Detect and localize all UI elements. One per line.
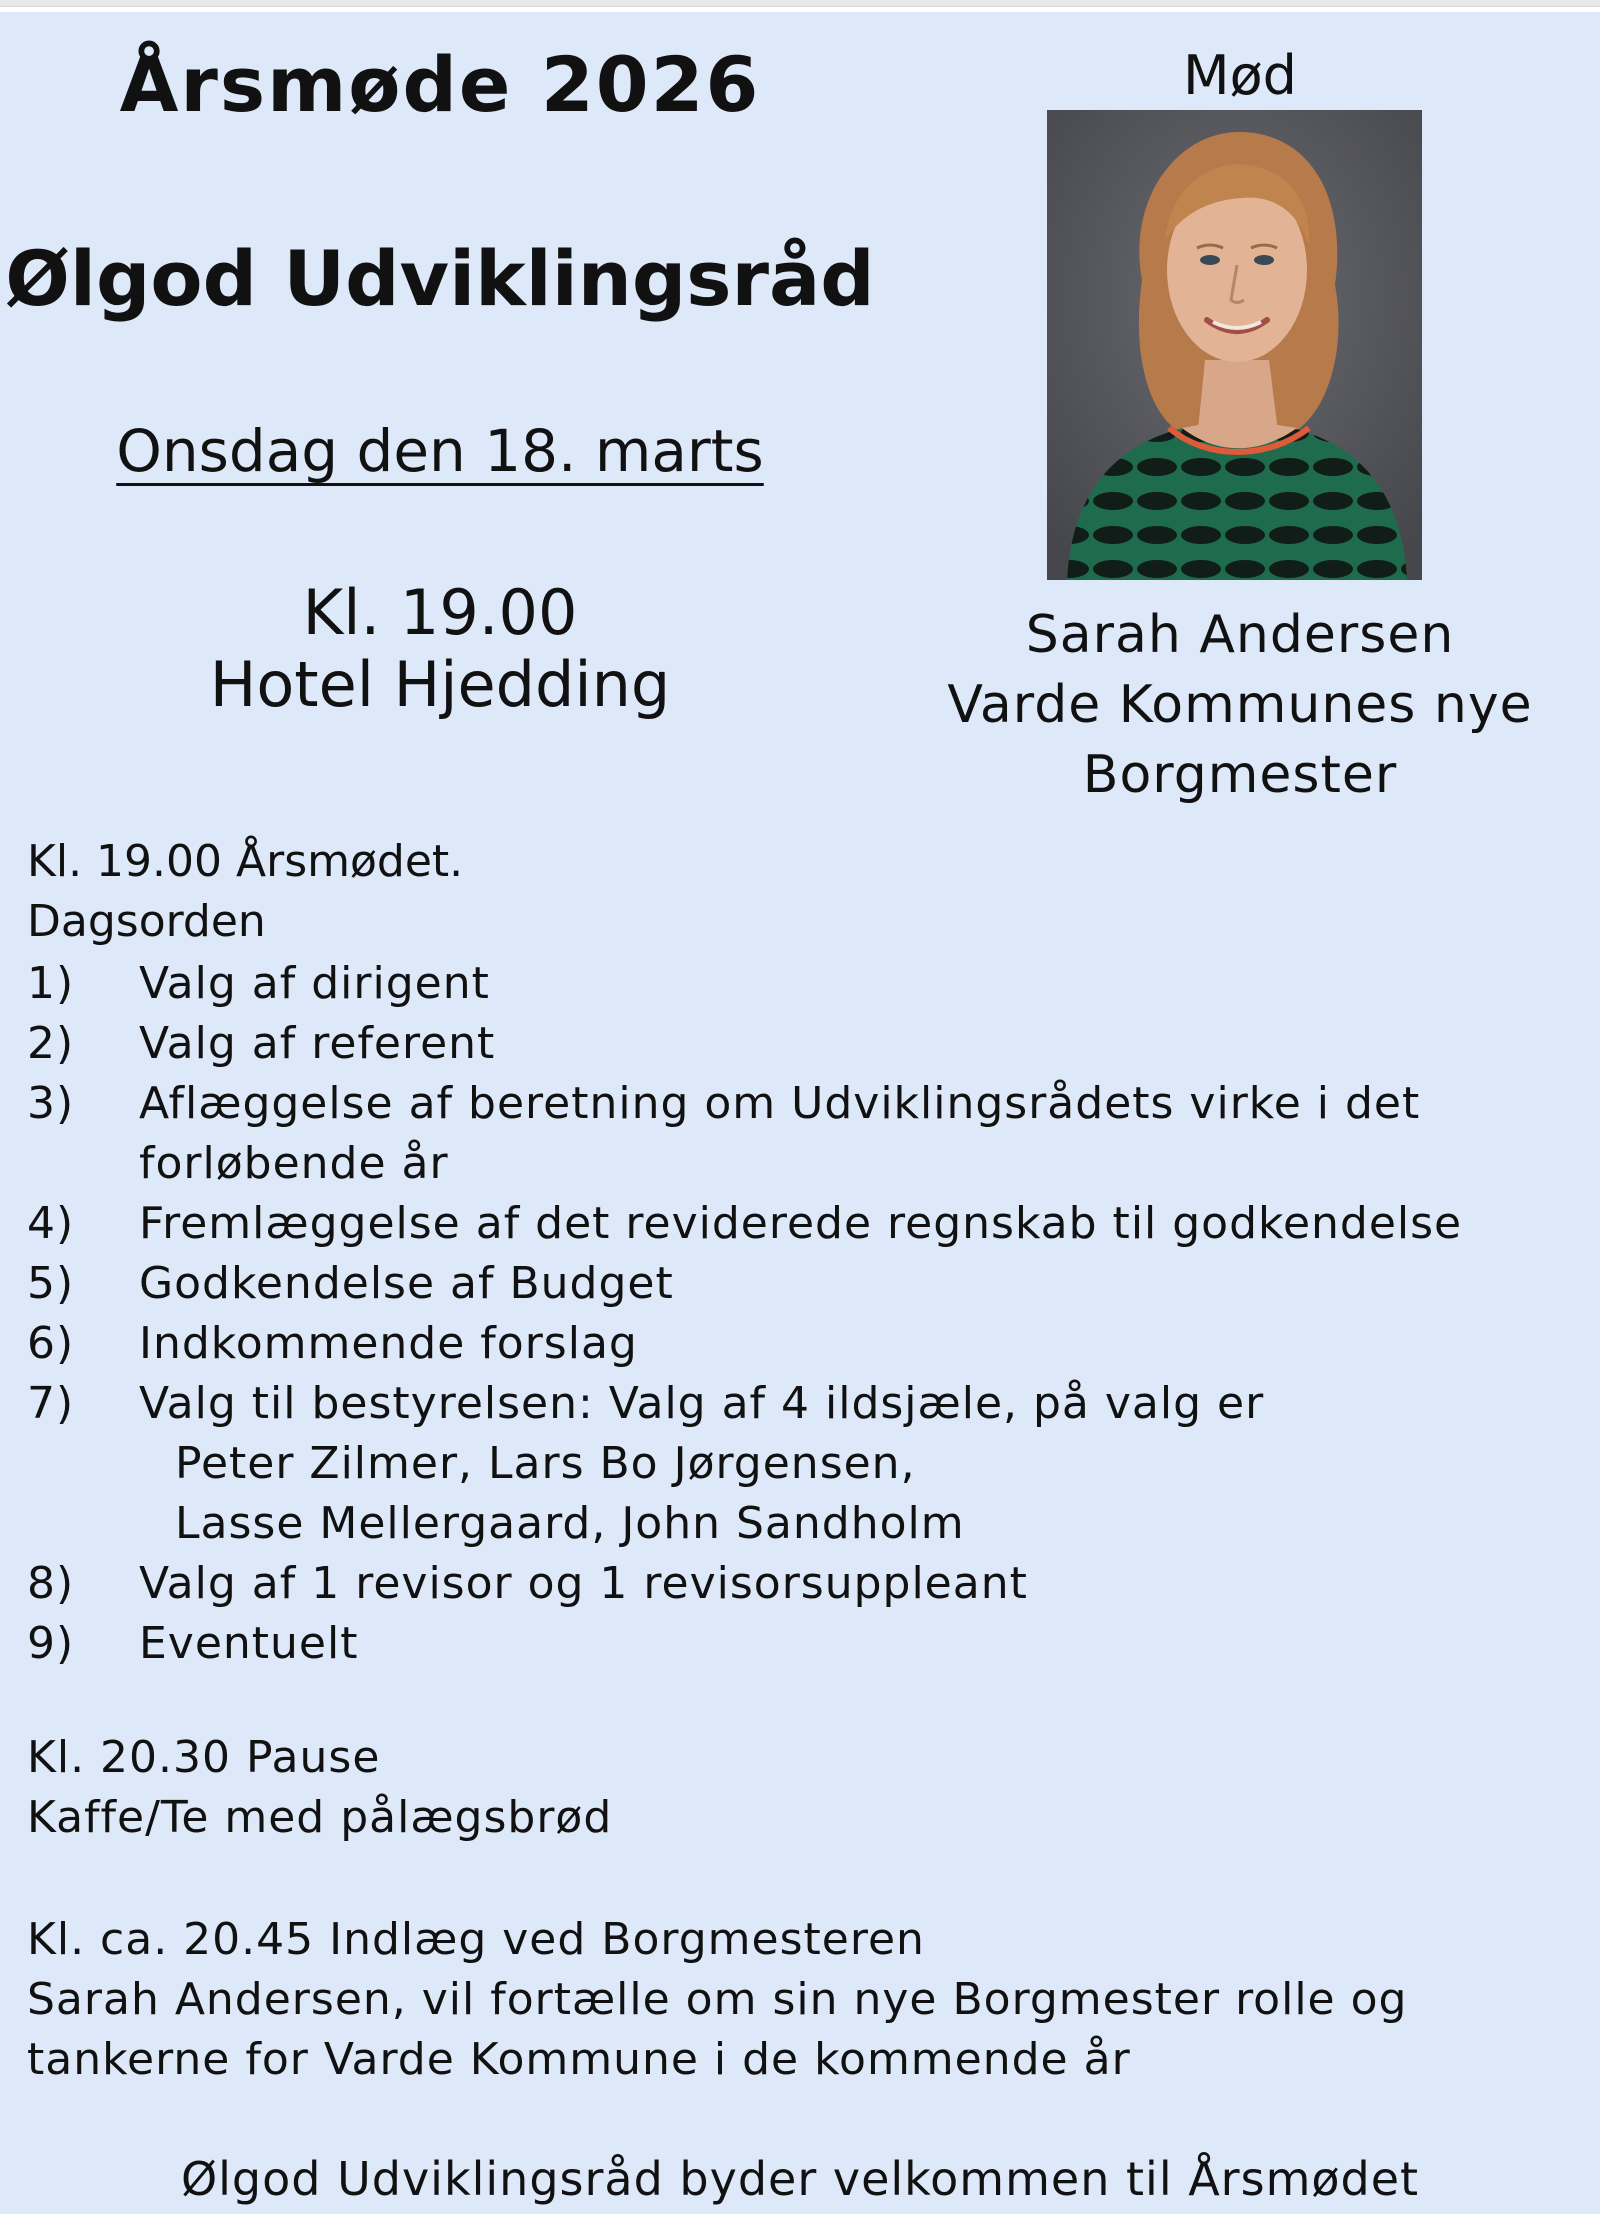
talk-description-line-2: tankerne for Varde Kommune i de kommende år <box>27 2034 1131 2085</box>
agenda-item <box>27 1554 1567 1614</box>
agenda-item-text: Indkommende forslag <box>139 1318 638 1369</box>
agenda-item-text: Valg til bestyrelsen: Valg af 4 ildsjæle, på valg er <box>139 1378 1265 1429</box>
agenda-item-number: 7) <box>27 1378 75 1429</box>
portrait-illustration <box>1047 110 1422 580</box>
pause-section <box>27 1728 612 1848</box>
agenda-item <box>27 1074 1567 1194</box>
agenda-item-text: Aflæggelse af beretning om Udviklingsrådets virke i det <box>139 1078 1421 1129</box>
event-date: Onsdag den 18. marts <box>116 417 764 485</box>
agenda-item <box>27 954 1567 1014</box>
title-organization: Ølgod Udviklingsråd <box>5 234 875 323</box>
agenda-intro <box>27 832 463 952</box>
speaker-photo <box>1047 110 1422 580</box>
event-time: Kl. 19.00 <box>302 576 578 649</box>
candidate-names-line-2: Lasse Mellergaard, John Sandholm <box>175 1498 965 1549</box>
agenda-item-number: 1) <box>27 958 75 1009</box>
agenda-item-text: Eventuelt <box>139 1618 359 1669</box>
agenda-item-number: 2) <box>27 1018 75 1069</box>
talk-section <box>27 1910 1407 2090</box>
agenda-item <box>27 1614 1567 1674</box>
agenda-item <box>27 1314 1567 1374</box>
agenda-item <box>27 1374 1567 1554</box>
agenda-start-time: Kl. 19.00 Årsmødet. <box>27 836 464 887</box>
speaker-role-line-2: Borgmester <box>1082 745 1398 805</box>
agenda-item-text: Valg af referent <box>139 1018 496 1069</box>
agenda-item-number: 8) <box>27 1558 75 1609</box>
agenda-item <box>27 1194 1567 1254</box>
speaker-caption <box>940 600 1540 810</box>
agenda-heading: Dagsorden <box>27 896 266 947</box>
title-year: Årsmøde 2026 <box>119 40 761 129</box>
top-border <box>0 0 1600 7</box>
event-location: Hotel Hjedding <box>209 648 671 721</box>
agenda-item-text: Fremlæggelse af det reviderede regnskab til godkendelse <box>139 1198 1463 1249</box>
talk-time: Kl. ca. 20.45 Indlæg ved Borgmesteren <box>27 1914 925 1965</box>
agenda-item-number: 4) <box>27 1198 75 1249</box>
flyer <box>0 12 1600 2214</box>
candidate-names-line-1: Peter Zilmer, Lars Bo Jørgensen, <box>175 1438 916 1489</box>
agenda-item-number: 6) <box>27 1318 75 1369</box>
pause-refreshments: Kaffe/Te med pålægsbrød <box>27 1792 613 1843</box>
agenda-list <box>27 954 1567 1674</box>
agenda-item-text: Godkendelse af Budget <box>139 1258 674 1309</box>
time-location <box>0 577 880 721</box>
agenda-item <box>27 1014 1567 1074</box>
agenda-item-text: Valg af dirigent <box>139 958 490 1009</box>
welcome-footer: Ølgod Udviklingsråd byder velkommen til Årsmødet <box>180 2152 1420 2206</box>
speaker-name: Sarah Andersen <box>1025 605 1455 665</box>
pause-time: Kl. 20.30 Pause <box>27 1732 381 1783</box>
agenda-item <box>27 1254 1567 1314</box>
agenda-item-text: Valg af 1 revisor og 1 revisorsuppleant <box>139 1558 1028 1609</box>
agenda-item-text-continued: forløbende år <box>139 1138 449 1189</box>
talk-description-line-1: Sarah Andersen, vil fortælle om sin nye Borgmester rolle og <box>27 1974 1408 2025</box>
agenda-item-number: 3) <box>27 1078 75 1129</box>
meet-label: Mød <box>1183 44 1297 107</box>
agenda-item-number: 9) <box>27 1618 75 1669</box>
agenda-item-number: 5) <box>27 1258 75 1309</box>
speaker-role-line-1: Varde Kommunes nye <box>947 675 1533 735</box>
